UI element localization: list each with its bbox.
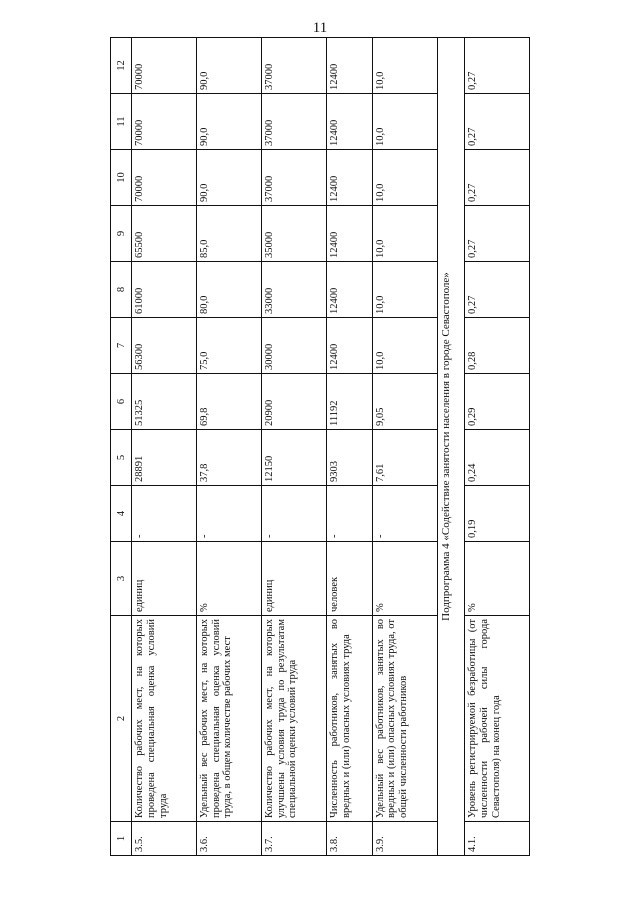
value-cell: 0,27 bbox=[465, 262, 530, 318]
header-cell: 6 bbox=[111, 374, 132, 430]
value-cell: - bbox=[326, 486, 372, 542]
value-cell: 0,28 bbox=[465, 318, 530, 374]
table-row bbox=[132, 38, 197, 856]
value-cell: 10,0 bbox=[372, 94, 437, 150]
table-row bbox=[196, 38, 261, 856]
value-cell: - bbox=[261, 486, 326, 542]
value-cell: 69,8 bbox=[196, 374, 261, 430]
rotated-table-container bbox=[110, 38, 530, 856]
value-cell: 30000 bbox=[261, 318, 326, 374]
value-cell: 70000 bbox=[132, 94, 197, 150]
value-cell: 12150 bbox=[261, 430, 326, 486]
header-row bbox=[111, 38, 132, 856]
value-cell: 10,0 bbox=[372, 318, 437, 374]
value-cell: 10,0 bbox=[372, 206, 437, 262]
value-cell: 0,27 bbox=[465, 206, 530, 262]
value-cell: 70000 bbox=[132, 150, 197, 206]
row-number: 4.1. bbox=[465, 822, 530, 856]
row-description: Количество рабочих мест, на которых проведена специальная оценка условий труда bbox=[132, 616, 197, 822]
value-cell: 61000 bbox=[132, 262, 197, 318]
value-cell: 12400 bbox=[326, 38, 372, 94]
value-cell: - bbox=[196, 486, 261, 542]
value-cell: 37000 bbox=[261, 150, 326, 206]
value-cell: - bbox=[132, 486, 197, 542]
header-cell: 1 bbox=[111, 822, 132, 856]
value-cell: 10,0 bbox=[372, 150, 437, 206]
row-unit: % bbox=[196, 542, 261, 616]
indicator-table bbox=[110, 37, 530, 856]
value-cell: 37,8 bbox=[196, 430, 261, 486]
row-description: Количество рабочих мест, на которых улучшены условия труда по результатам специальной оценки условий труда bbox=[261, 616, 326, 822]
value-cell: 12400 bbox=[326, 206, 372, 262]
header-cell: 2 bbox=[111, 616, 132, 822]
value-cell: 0,27 bbox=[465, 150, 530, 206]
row-number: 3.6. bbox=[196, 822, 261, 856]
value-cell: 56300 bbox=[132, 318, 197, 374]
value-cell: 10,0 bbox=[372, 262, 437, 318]
row-unit: человек bbox=[326, 542, 372, 616]
value-cell: 20900 bbox=[261, 374, 326, 430]
value-cell: 9303 bbox=[326, 430, 372, 486]
subprogram-title: Подпрограмма 4 «Содействие занятости населения в городе Севастополе» bbox=[437, 38, 464, 856]
value-cell: 75,0 bbox=[196, 318, 261, 374]
header-cell: 3 bbox=[111, 542, 132, 616]
header-cell: 8 bbox=[111, 262, 132, 318]
value-cell: 0,29 bbox=[465, 374, 530, 430]
row-description: Численность работников, занятых во вредных и (или) опасных условиях труда bbox=[326, 616, 372, 822]
value-cell: 70000 bbox=[132, 38, 197, 94]
row-description: Удельный вес рабочих мест, на которых проведена специальная оценка условий труда, в общем количестве рабочих мест bbox=[196, 616, 261, 822]
row-unit: % bbox=[372, 542, 437, 616]
value-cell: 65500 bbox=[132, 206, 197, 262]
value-cell: 0,27 bbox=[465, 38, 530, 94]
value-cell: 0,24 bbox=[465, 430, 530, 486]
page-number: 11 bbox=[312, 20, 328, 36]
table-row bbox=[261, 38, 326, 856]
value-cell: 0,27 bbox=[465, 94, 530, 150]
value-cell: - bbox=[372, 486, 437, 542]
row-number: 3.5. bbox=[132, 822, 197, 856]
value-cell: 12400 bbox=[326, 318, 372, 374]
value-cell: 80,0 bbox=[196, 262, 261, 318]
value-cell: 37000 bbox=[261, 94, 326, 150]
value-cell: 51325 bbox=[132, 374, 197, 430]
value-cell: 90,0 bbox=[196, 38, 261, 94]
value-cell: 90,0 bbox=[196, 150, 261, 206]
value-cell: 85,0 bbox=[196, 206, 261, 262]
row-number: 3.9. bbox=[372, 822, 437, 856]
value-cell: 11192 bbox=[326, 374, 372, 430]
row-unit: % bbox=[465, 542, 530, 616]
table-row bbox=[326, 38, 372, 856]
row-description: Удельный вес работников, занятых во вредных и (или) опасных условиях труда, от общей численности работников bbox=[372, 616, 437, 822]
table-row bbox=[372, 38, 437, 856]
value-cell: 7,61 bbox=[372, 430, 437, 486]
row-number: 3.8. bbox=[326, 822, 372, 856]
value-cell: 9,05 bbox=[372, 374, 437, 430]
value-cell: 35000 bbox=[261, 206, 326, 262]
header-cell: 10 bbox=[111, 150, 132, 206]
value-cell: 33000 bbox=[261, 262, 326, 318]
value-cell: 12400 bbox=[326, 262, 372, 318]
header-cell: 11 bbox=[111, 94, 132, 150]
value-cell: 0,19 bbox=[465, 486, 530, 542]
section-row bbox=[437, 38, 464, 856]
header-cell: 5 bbox=[111, 430, 132, 486]
value-cell: 12400 bbox=[326, 94, 372, 150]
header-cell: 7 bbox=[111, 318, 132, 374]
row-unit: единиц bbox=[261, 542, 326, 616]
value-cell: 12400 bbox=[326, 150, 372, 206]
value-cell: 90,0 bbox=[196, 94, 261, 150]
row-description: Уровень регистрируемой безработицы (от численности рабочей силы города Севастополя) на конец года bbox=[465, 616, 530, 822]
value-cell: 37000 bbox=[261, 38, 326, 94]
header-cell: 12 bbox=[111, 38, 132, 94]
header-cell: 9 bbox=[111, 206, 132, 262]
row-unit: единиц bbox=[132, 542, 197, 616]
value-cell: 28891 bbox=[132, 430, 197, 486]
row-number: 3.7. bbox=[261, 822, 326, 856]
header-cell: 4 bbox=[111, 486, 132, 542]
table-row bbox=[465, 38, 530, 856]
value-cell: 10,0 bbox=[372, 38, 437, 94]
